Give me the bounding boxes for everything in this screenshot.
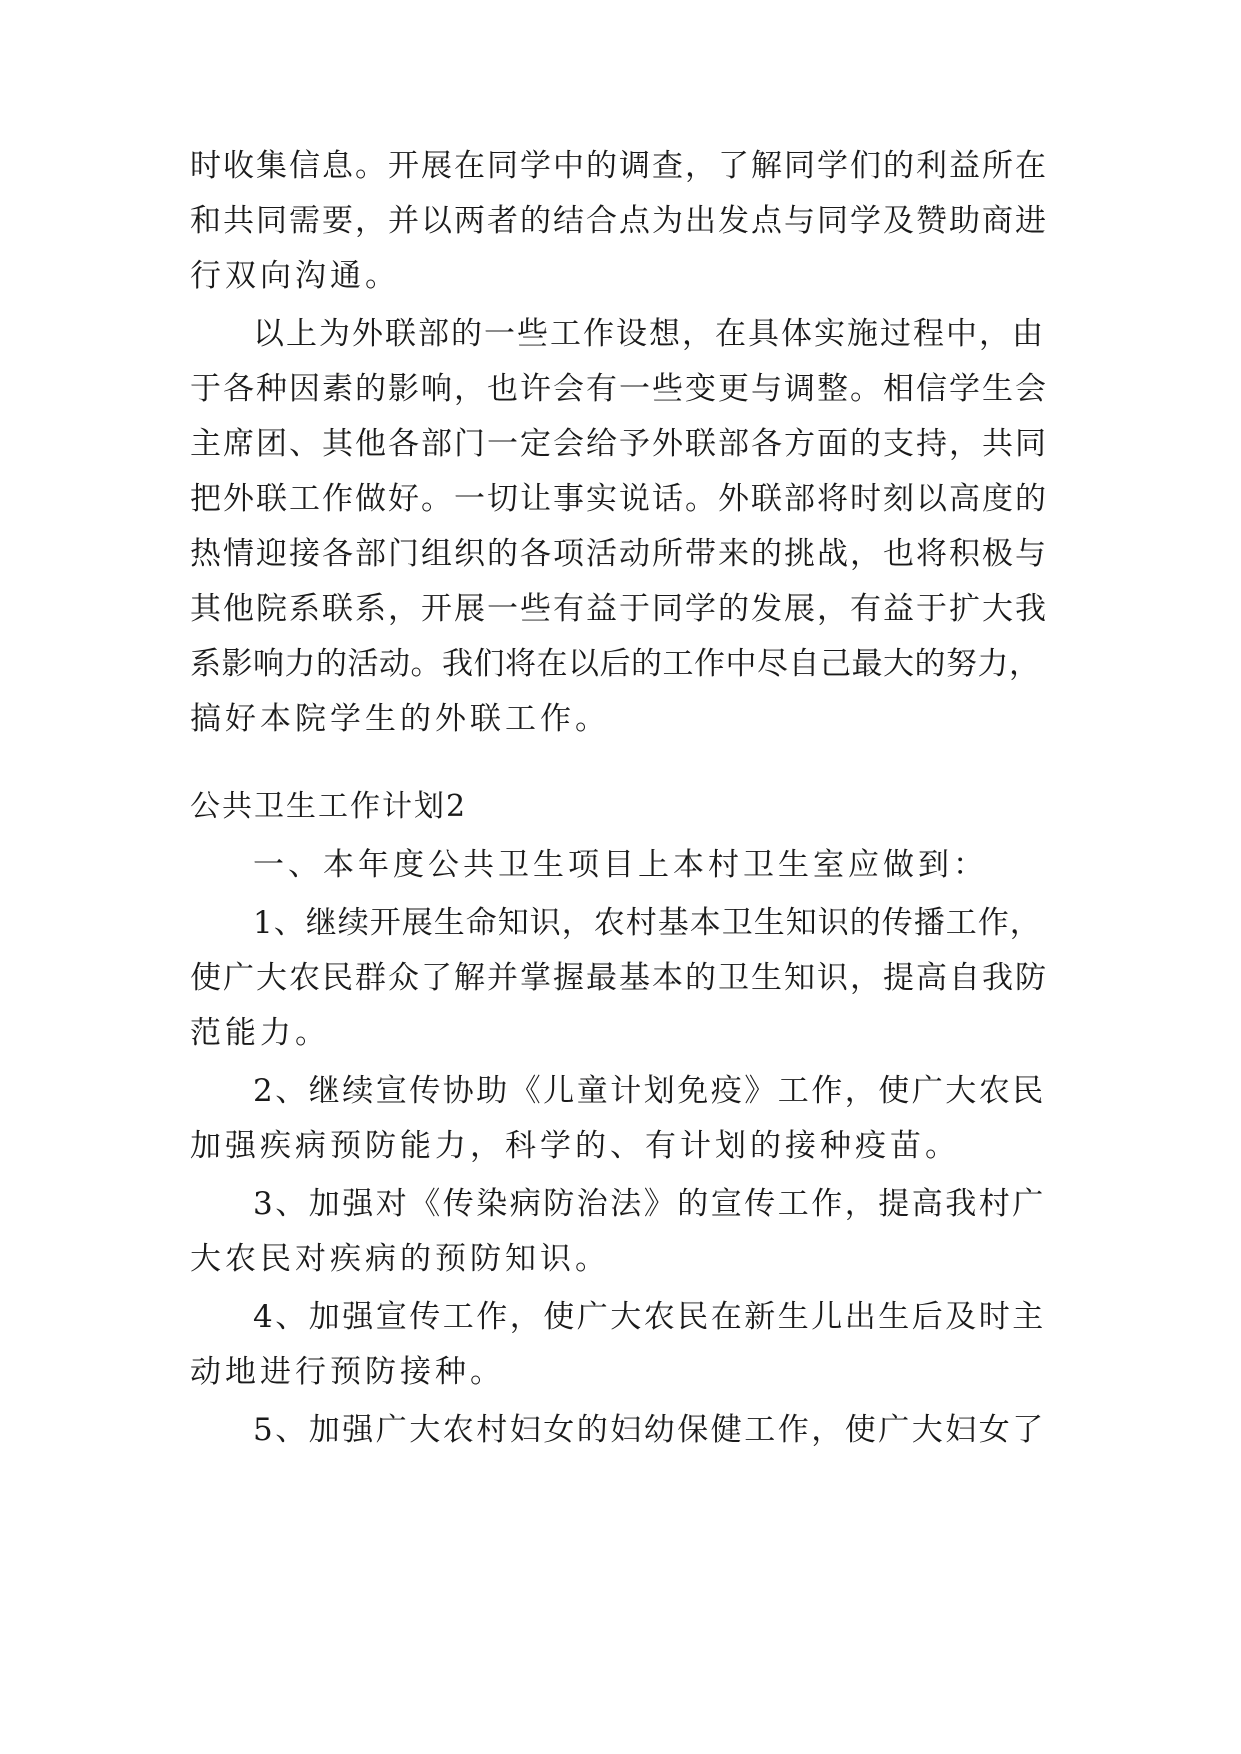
plan-item-line: 5、加强广大农村妇女的妇幼保健工作，使广大妇女了 [253, 1412, 1046, 1448]
paragraph-line: 于各种因素的影响，也许会有一些变更与调整。相信学生会 [190, 371, 1048, 407]
paragraph-line: 系影响力的活动。我们将在以后的工作中尽自己最大的努力， [190, 646, 1041, 682]
section-heading: 公共卫生工作计划2 [190, 789, 468, 824]
plan-item-line: 1、继续开展生命知识，农村基本卫生知识的传播工作， [253, 905, 1042, 941]
plan-item-line: 加强疾病预防能力，科学的、有计划的接种疫苗。 [190, 1128, 960, 1164]
plan-item-line: 动地进行预防接种。 [190, 1354, 505, 1390]
plan-item-line: 2、继续宣传协助《儿童计划免疫》工作，使广大农民 [253, 1073, 1046, 1109]
plan-intro: 一、本年度公共卫生项目上本村卫生室应做到： [253, 847, 988, 883]
paragraph-line: 时收集信息。开展在同学中的调查，了解同学们的利益所在 [190, 148, 1048, 184]
plan-item-line: 4、加强宣传工作，使广大农民在新生儿出生后及时主 [253, 1299, 1046, 1335]
paragraph-line: 和共同需要，并以两者的结合点为出发点与同学及赞助商进 [190, 203, 1048, 239]
paragraph-line: 搞好本院学生的外联工作。 [190, 701, 610, 737]
paragraph-line: 热情迎接各部门组织的各项活动所带来的挑战，也将积极与 [190, 536, 1048, 572]
paragraph-line: 主席团、其他各部门一定会给予外联部各方面的支持，共同 [190, 426, 1048, 462]
plan-item-line: 3、加强对《传染病防治法》的宣传工作，提高我村广 [253, 1186, 1046, 1222]
plan-item-line: 使广大农民群众了解并掌握最基本的卫生知识，提高自我防 [190, 960, 1048, 996]
paragraph-line: 以上为外联部的一些工作设想，在具体实施过程中，由 [253, 316, 1045, 352]
paragraph-line: 把外联工作做好。一切让事实说话。外联部将时刻以高度的 [190, 481, 1048, 517]
paragraph-line: 行双向沟通。 [190, 258, 400, 294]
plan-item-line: 大农民对疾病的预防知识。 [190, 1241, 610, 1277]
paragraph-line: 其他院系联系，开展一些有益于同学的发展，有益于扩大我 [190, 591, 1048, 627]
plan-item-line: 范能力。 [190, 1015, 330, 1051]
